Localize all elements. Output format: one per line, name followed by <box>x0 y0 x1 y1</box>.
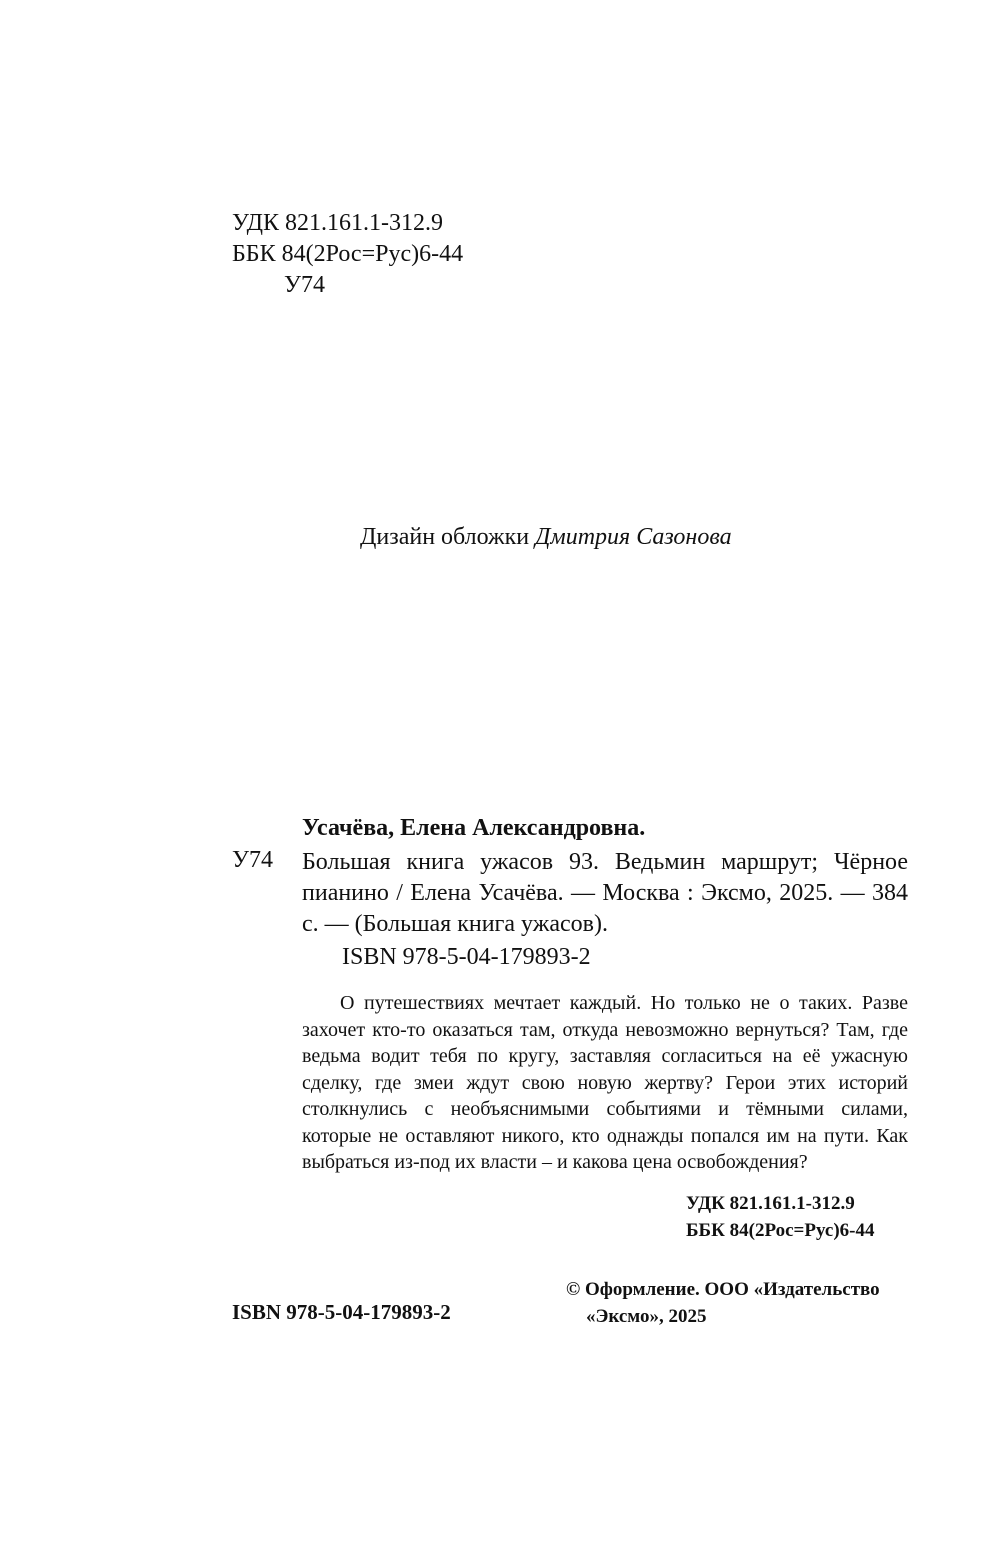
classification-block-bottom <box>686 1190 874 1244</box>
copyright-notice <box>566 1276 880 1330</box>
card-isbn: ISBN 978-5-04-179893-2 <box>342 944 591 970</box>
copyright-line-2: «Эксмо», 2025 <box>586 1306 707 1327</box>
annotation: О путешествиях мечтает каждый. Но только не о таких. Разве захочет кто-то оказаться там, откуда невозможно вернуться? Там, где ведьма водит тебя по кругу, заставляя согласиться на её ужасную сделку, где змеи ждут свою новую жертву? Герои этих историй столкнулись с необъяснимыми событиями и тёмными силами, которые не оставляют никого, кто однажды попался им на пути. Как выбраться из-под их власти – и какова цена освобождения? <box>302 992 908 1173</box>
bibliographic-description: Большая книга ужасов 93. Ведьмин маршрут; Чёрное пианино / Елена Усачёва. — Москва : Эксмо, 2025. — 384 с. — (Большая книга ужасов). <box>302 849 908 937</box>
card-bbk-code: ББК 84(2Рос=Рус)6-44 <box>686 1220 875 1241</box>
bbk-code: ББК 84(2Рос=Рус)6-44 <box>232 241 464 267</box>
cover-design-label: Дизайн обложки <box>360 524 530 550</box>
cover-design-credit <box>360 524 732 551</box>
author-heading: Усачёва, Елена Александровна. <box>302 815 646 841</box>
card-author-mark: У74 <box>232 847 273 873</box>
footer-isbn: ISBN 978-5-04-179893-2 <box>232 1300 451 1324</box>
classification-block-top <box>232 208 463 301</box>
author-mark: У74 <box>284 272 325 298</box>
copyright-line-1: © Оформление. ООО «Издательство <box>566 1279 880 1300</box>
udk-code: УДК 821.161.1-312.9 <box>232 210 443 236</box>
cover-designer-name: Дмитрия Сазонова <box>535 524 732 550</box>
card-udk-code: УДК 821.161.1-312.9 <box>686 1193 855 1214</box>
